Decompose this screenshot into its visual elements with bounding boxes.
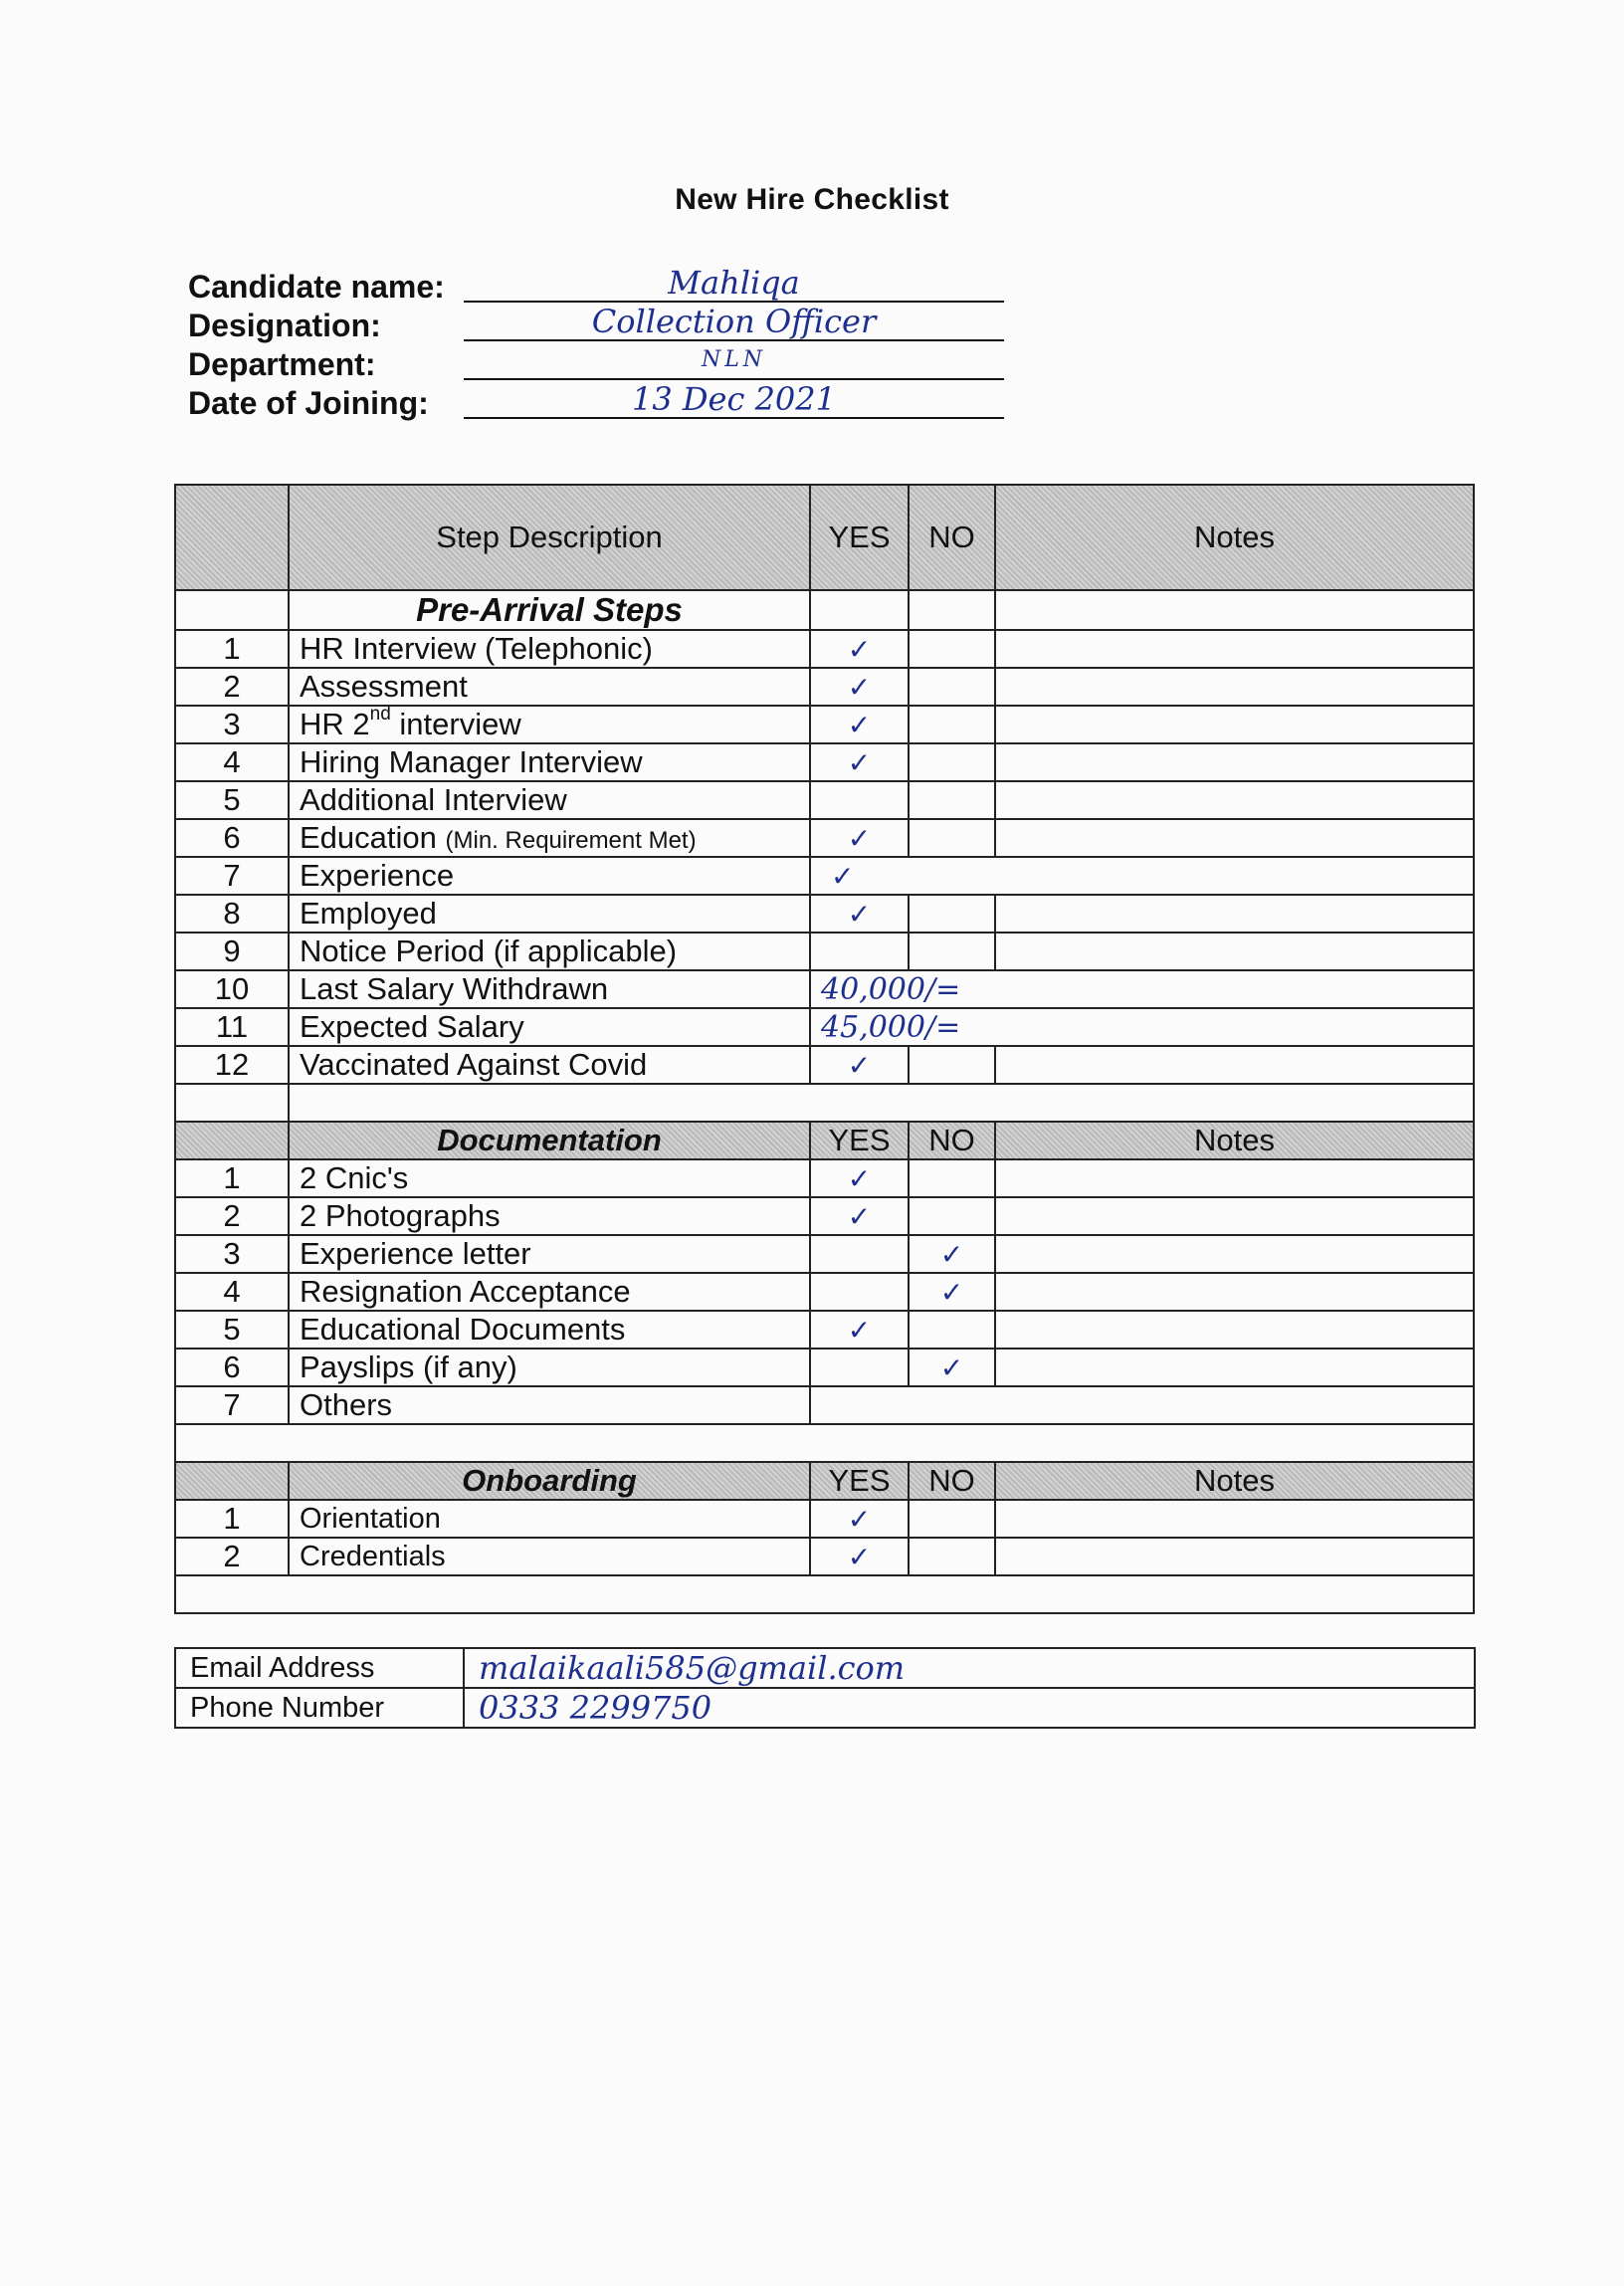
notes-cell[interactable] [995, 630, 1474, 668]
candidate-name-row [188, 265, 825, 304]
step-label: Credentials [289, 1538, 810, 1575]
table-row [175, 743, 1474, 781]
notes-cell[interactable] [995, 1046, 1474, 1084]
yes-checkbox[interactable]: ✓ [810, 743, 909, 781]
table-row [175, 819, 1474, 857]
empty-cell [175, 1575, 1474, 1613]
pre-arrival-title: Pre-Arrival Steps [289, 590, 810, 630]
onboarding-header-row [175, 1462, 1474, 1500]
no-checkbox[interactable] [909, 1197, 995, 1235]
notes-cell[interactable] [995, 1235, 1474, 1273]
spacer-row [175, 1424, 1474, 1462]
step-number: 4 [175, 743, 289, 781]
header-no: NO [909, 1122, 995, 1159]
header-notes: Notes [995, 1462, 1474, 1500]
step-number: 1 [175, 630, 289, 668]
step-number: 2 [175, 1197, 289, 1235]
no-checkbox[interactable] [909, 1538, 995, 1575]
documentation-title: Documentation [289, 1122, 810, 1159]
documentation-header-row [175, 1122, 1474, 1159]
no-checkbox[interactable] [909, 630, 995, 668]
table-row [175, 1159, 1474, 1197]
email-value[interactable]: malaikaali585@gmail.com [464, 1648, 1475, 1688]
step-label: Additional Interview [289, 781, 810, 819]
notes-cell[interactable] [995, 1159, 1474, 1197]
candidate-name-value: Mahliqa [464, 265, 1004, 303]
yes-checkbox[interactable]: ✓ [810, 1046, 909, 1084]
joining-date-value: 13 Dec 2021 [464, 381, 1004, 419]
empty-cell [909, 590, 995, 630]
table-row [175, 1349, 1474, 1386]
checklist-table [174, 484, 1475, 1614]
step-label [289, 819, 810, 857]
table-row [175, 1311, 1474, 1349]
step-number: 11 [175, 1008, 289, 1046]
step-number: 12 [175, 1046, 289, 1084]
step-number: 2 [175, 1538, 289, 1575]
table-row [175, 1235, 1474, 1273]
empty-cell [995, 590, 1474, 630]
table-row [175, 1273, 1474, 1311]
table-row [175, 1538, 1474, 1575]
header-no: NO [909, 1462, 995, 1500]
no-checkbox[interactable] [909, 668, 995, 706]
yes-checkbox[interactable]: ✓ [810, 1311, 909, 1349]
notes-cell[interactable] [995, 1500, 1474, 1538]
page-title: New Hire Checklist [675, 183, 949, 216]
table-row [175, 1008, 1474, 1046]
step-label: Assessment [289, 668, 810, 706]
others-cell[interactable] [810, 1386, 1474, 1424]
step-number: 3 [175, 706, 289, 743]
header-num-cell [175, 1462, 289, 1500]
header-num-cell [175, 485, 289, 590]
no-checkbox[interactable] [909, 781, 995, 819]
spacer-row [175, 1575, 1474, 1613]
step-number: 2 [175, 668, 289, 706]
candidate-name-label: Candidate name: [188, 269, 445, 305]
table-row [175, 933, 1474, 970]
yes-checkbox[interactable]: ✓ [810, 1538, 909, 1575]
header-no: NO [909, 485, 995, 590]
empty-cell [175, 590, 289, 630]
table-row [175, 706, 1474, 743]
step-label-text: HR 2 [300, 707, 370, 741]
joining-date-row [188, 381, 836, 421]
notes-cell[interactable] [995, 1197, 1474, 1235]
step-label: Notice Period (if applicable) [289, 933, 810, 970]
header-yes: YES [810, 1122, 909, 1159]
step-label: 2 Cnic's [289, 1159, 810, 1197]
yes-checkbox[interactable]: ✓ [810, 895, 909, 933]
joining-date-label: Date of Joining: [188, 385, 429, 421]
empty-cell [810, 590, 909, 630]
step-number: 7 [175, 1386, 289, 1424]
ordinal-suffix: nd [369, 706, 391, 725]
pre-arrival-header-row [175, 485, 1474, 590]
empty-cell [175, 1424, 1474, 1462]
notes-cell[interactable] [995, 1349, 1474, 1386]
notes-cell[interactable] [995, 743, 1474, 781]
no-checkbox[interactable] [909, 1046, 995, 1084]
no-checkbox[interactable] [909, 819, 995, 857]
pre-arrival-title-row [175, 590, 1474, 630]
notes-cell[interactable] [995, 933, 1474, 970]
no-checkbox[interactable]: ✓ [909, 1235, 995, 1273]
table-row [175, 1500, 1474, 1538]
designation-row [188, 304, 877, 343]
step-number: 6 [175, 819, 289, 857]
step-number: 4 [175, 1273, 289, 1311]
step-label: Last Salary Withdrawn [289, 970, 810, 1008]
no-checkbox[interactable] [909, 933, 995, 970]
step-label: Experience letter [289, 1235, 810, 1273]
no-checkbox[interactable]: ✓ [909, 1273, 995, 1311]
table-row [175, 857, 1474, 895]
step-number: 8 [175, 895, 289, 933]
step-label: Educational Documents [289, 1311, 810, 1349]
email-row [175, 1648, 1475, 1688]
step-label: Others [289, 1386, 810, 1424]
yes-checkbox[interactable] [810, 933, 909, 970]
candidate-info [188, 265, 877, 421]
step-number: 7 [175, 857, 289, 895]
table-row [175, 630, 1474, 668]
step-label-note: (Min. Requirement Met) [445, 827, 697, 854]
step-label-text: Education [300, 820, 437, 855]
step-number: 5 [175, 1311, 289, 1349]
table-row [175, 895, 1474, 933]
no-checkbox[interactable] [909, 1500, 995, 1538]
step-label: Hiring Manager Interview [289, 743, 810, 781]
step-number: 3 [175, 1235, 289, 1273]
spacer-row [175, 1084, 1474, 1122]
no-checkbox[interactable] [909, 1159, 995, 1197]
yes-checkbox[interactable]: ✓ [810, 1159, 909, 1197]
yes-checkbox[interactable]: ✓ [810, 1197, 909, 1235]
yes-checkbox[interactable]: ✓ [810, 1500, 909, 1538]
notes-cell[interactable] [995, 1311, 1474, 1349]
yes-checkbox[interactable]: ✓ [810, 706, 909, 743]
header-step-description: Step Description [289, 485, 810, 590]
notes-cell[interactable] [995, 781, 1474, 819]
step-label: HR Interview (Telephonic) [289, 630, 810, 668]
yes-checkbox[interactable] [810, 781, 909, 819]
empty-cell [175, 1084, 289, 1122]
step-label: Resignation Acceptance [289, 1273, 810, 1311]
yes-checkbox[interactable]: ✓ [810, 819, 909, 857]
header-yes: YES [810, 485, 909, 590]
contact-table [174, 1647, 1476, 1729]
step-number: 5 [175, 781, 289, 819]
no-checkbox[interactable] [909, 895, 995, 933]
yes-checkbox[interactable] [810, 1235, 909, 1273]
table-row [175, 1386, 1474, 1424]
notes-cell[interactable] [995, 706, 1474, 743]
empty-cell [289, 1084, 1474, 1122]
step-label: Orientation [289, 1500, 810, 1538]
header-notes: Notes [995, 485, 1474, 590]
table-row [175, 1197, 1474, 1235]
step-label: 2 Photographs [289, 1197, 810, 1235]
step-label: Vaccinated Against Covid [289, 1046, 810, 1084]
notes-cell[interactable] [995, 1273, 1474, 1311]
salary-value[interactable]: 40,000/= [810, 970, 1474, 1008]
salary-value[interactable]: 45,000/= [810, 1008, 1474, 1046]
designation-label: Designation: [188, 308, 381, 343]
no-checkbox[interactable]: ✓ [909, 1349, 995, 1386]
step-label: Payslips (if any) [289, 1349, 810, 1386]
yes-checkbox[interactable]: ✓ [810, 630, 909, 668]
step-number: 10 [175, 970, 289, 1008]
email-label: Email Address [175, 1648, 464, 1688]
step-label-text: interview [390, 707, 521, 741]
onboarding-title: Onboarding [289, 1462, 810, 1500]
step-number: 9 [175, 933, 289, 970]
phone-value[interactable]: 0333 2299750 [464, 1688, 1475, 1728]
no-checkbox[interactable] [909, 1311, 995, 1349]
no-checkbox[interactable] [909, 743, 995, 781]
yes-checkbox[interactable] [810, 1273, 909, 1311]
designation-value: Collection Officer [464, 304, 1004, 341]
notes-cell[interactable] [995, 1538, 1474, 1575]
step-label: Employed [289, 895, 810, 933]
phone-label: Phone Number [175, 1688, 464, 1728]
header-yes: YES [810, 1462, 909, 1500]
step-number: 1 [175, 1500, 289, 1538]
step-label [289, 706, 810, 743]
notes-cell[interactable] [995, 895, 1474, 933]
step-number: 1 [175, 1159, 289, 1197]
header-num-cell [175, 1122, 289, 1159]
department-row [188, 342, 825, 381]
step-number: 6 [175, 1349, 289, 1386]
phone-row [175, 1688, 1475, 1728]
no-checkbox[interactable] [909, 706, 995, 743]
table-row [175, 1046, 1474, 1084]
header-notes: Notes [995, 1122, 1474, 1159]
step-label: Expected Salary [289, 1008, 810, 1046]
yes-checkbox[interactable]: ✓ [810, 857, 1474, 895]
step-label: Experience [289, 857, 810, 895]
yes-checkbox[interactable] [810, 1349, 909, 1386]
notes-cell[interactable] [995, 668, 1474, 706]
table-row [175, 668, 1474, 706]
notes-cell[interactable] [995, 819, 1474, 857]
table-row [175, 781, 1474, 819]
table-row [175, 970, 1474, 1008]
yes-checkbox[interactable]: ✓ [810, 668, 909, 706]
department-label: Department: [188, 346, 376, 382]
department-value: NLN [464, 342, 1004, 380]
